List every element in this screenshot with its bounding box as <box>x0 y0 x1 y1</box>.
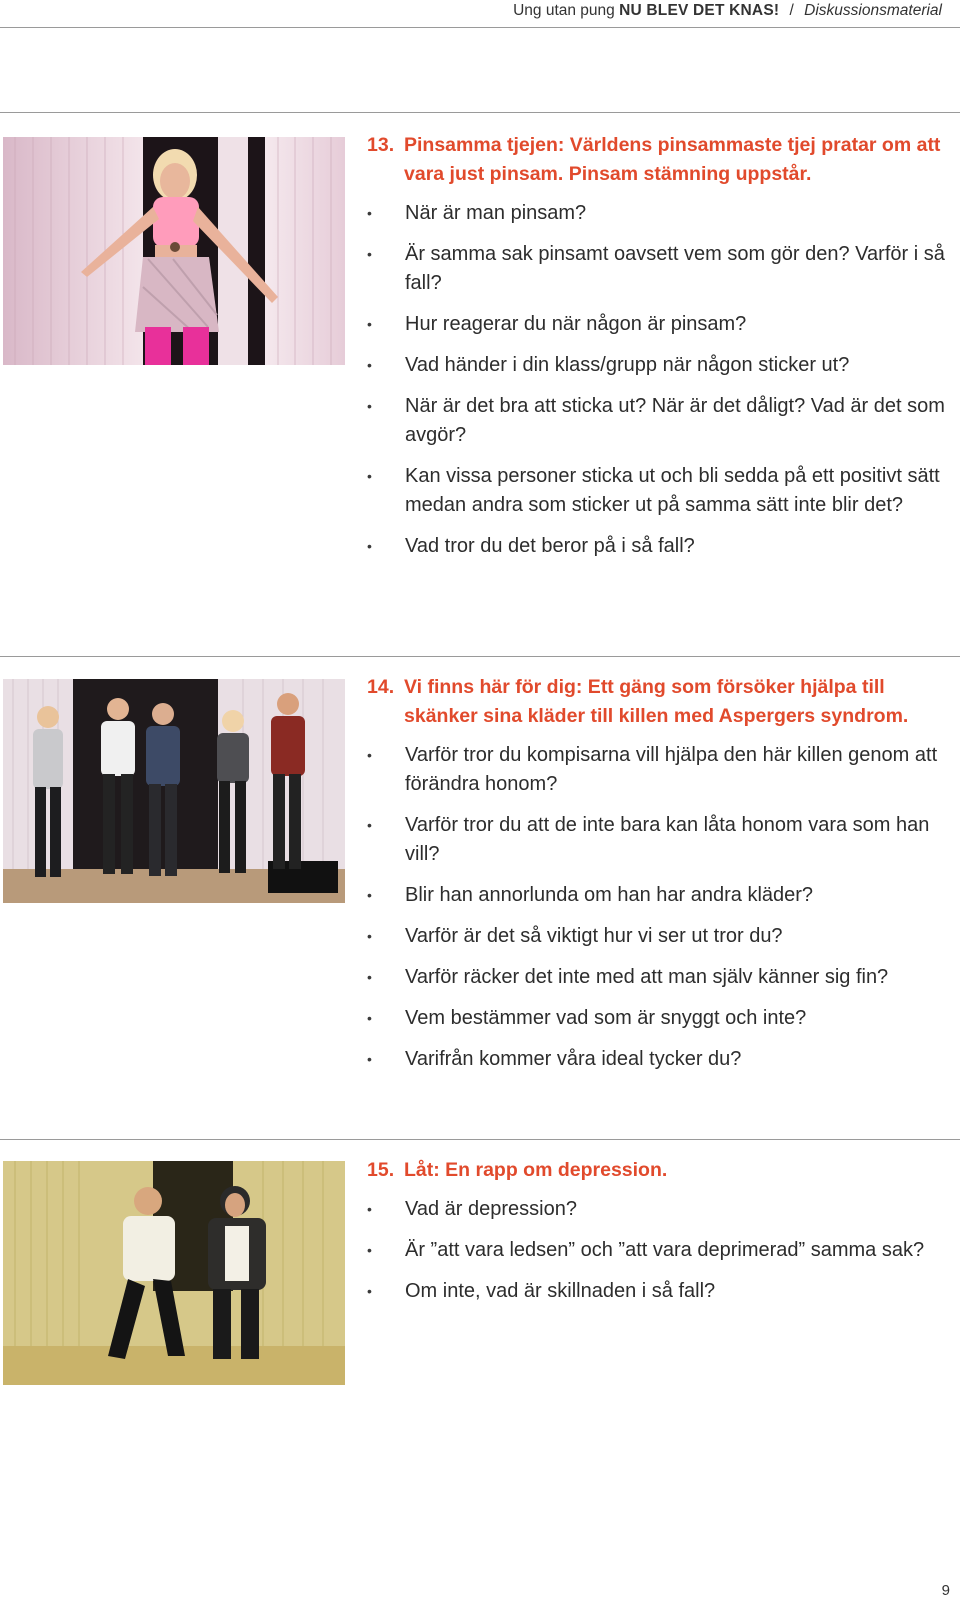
list-item: • Är ”att vara ledsen” och ”att vara deprimerad” samma sak? <box>367 1236 957 1265</box>
photo-embarrassing-girl <box>3 137 345 365</box>
list-item: • När är det bra att sticka ut? När är det dåligt? Vad är det som avgör? <box>367 392 957 450</box>
list-item: • Varför tror du kompisarna vill hjälpa den här killen genom att förändra honom? <box>367 741 957 799</box>
bullet: • <box>367 1242 372 1258</box>
bullet: • <box>367 468 372 484</box>
list-item: • Varifrån kommer våra ideal tycker du? <box>367 1045 957 1074</box>
section-number: 15. <box>367 1159 395 1181</box>
question-list <box>367 199 957 561</box>
list-item: • Blir han annorlunda om han har andra kläder? <box>367 881 957 910</box>
bullet: • <box>367 316 372 332</box>
bullet: • <box>367 357 372 373</box>
header-right: Diskussionsmaterial <box>804 2 942 19</box>
section-15 <box>367 1156 957 1318</box>
divider-rule <box>0 112 960 113</box>
header-text <box>513 0 942 22</box>
question-list <box>367 1195 957 1306</box>
section-title <box>367 131 957 189</box>
section-14 <box>367 673 957 1086</box>
section-number: 13. <box>367 134 395 156</box>
list-item: • När är man pinsam? <box>367 199 957 228</box>
bullet: • <box>367 1051 372 1067</box>
list-item: • Varför tror du att de inte bara kan låta honom vara som han vill? <box>367 811 957 869</box>
photo-rappers <box>3 1161 345 1389</box>
bullet: • <box>367 1010 372 1026</box>
list-item: • Varför är det så viktigt hur vi ser ut tror du? <box>367 922 957 951</box>
bullet: • <box>367 246 372 262</box>
list-item: • Hur reagerar du när någon är pinsam? <box>367 310 957 339</box>
page-number: 9 <box>941 1582 950 1599</box>
bullet: • <box>367 817 372 833</box>
section-number: 14. <box>367 676 395 698</box>
bullet: • <box>367 969 372 985</box>
header-separator: / <box>789 2 794 19</box>
list-item: • Kan vissa personer sticka ut och bli sedda på ett positivt sätt medan andra som sticker ut på samma sätt inte blir det? <box>367 462 957 520</box>
bullet: • <box>367 205 372 221</box>
question-list <box>367 741 957 1074</box>
bullet: • <box>367 538 372 554</box>
list-item: • Vad händer i din klass/grupp när någon sticker ut? <box>367 351 957 380</box>
header-left: Ung utan pung <box>513 2 615 19</box>
divider-rule <box>0 656 960 657</box>
section-heading: Vi finns här för dig: Ett gäng som försöker hjälpa till skänker sina kläder till killen med Aspergers syndrom. <box>404 676 909 727</box>
list-item: • Vad är depression? <box>367 1195 957 1224</box>
list-item: • Vad tror du det beror på i så fall? <box>367 532 957 561</box>
bullet: • <box>367 398 372 414</box>
page-header <box>0 0 960 28</box>
bullet: • <box>367 887 372 903</box>
list-item: • Varför räcker det inte med att man själv känner sig fin? <box>367 963 957 992</box>
header-title: NU BLEV DET KNAS! <box>619 2 780 19</box>
list-item: • Vem bestämmer vad som är snyggt och inte? <box>367 1004 957 1033</box>
section-13 <box>367 131 957 573</box>
bullet: • <box>367 928 372 944</box>
section-heading: Pinsamma tjejen: Världens pinsammaste tjej pratar om att vara just pinsam. Pinsam stämning uppstår. <box>404 134 941 185</box>
section-title <box>367 673 957 731</box>
bullet: • <box>367 1201 372 1217</box>
section-title <box>367 1156 957 1185</box>
section-heading: Låt: En rapp om depression. <box>404 1159 668 1181</box>
list-item: • Om inte, vad är skillnaden i så fall? <box>367 1277 957 1306</box>
divider-rule <box>0 1139 960 1140</box>
bullet: • <box>367 747 372 763</box>
bullet: • <box>367 1283 372 1299</box>
photo-group-helping <box>3 679 345 907</box>
list-item: • Är samma sak pinsamt oavsett vem som gör den? Varför i så fall? <box>367 240 957 298</box>
